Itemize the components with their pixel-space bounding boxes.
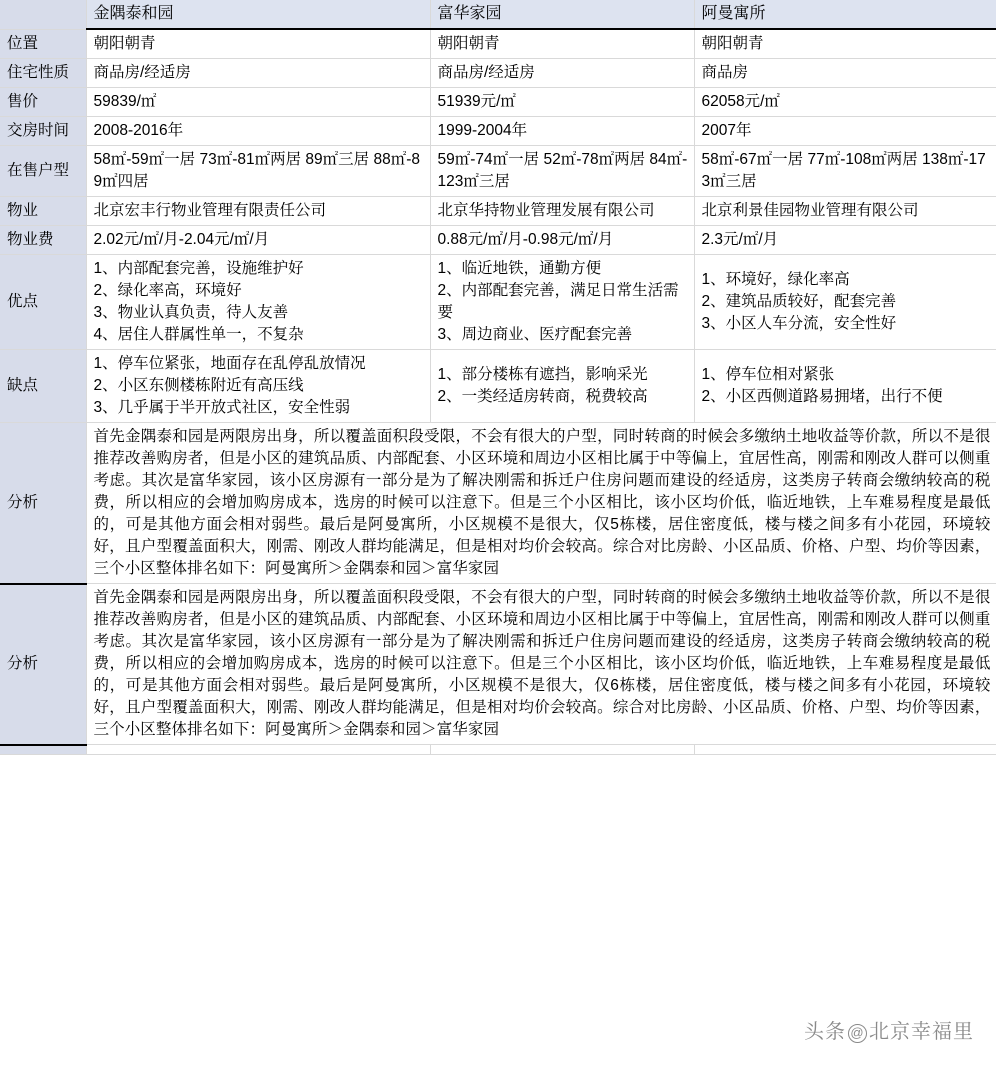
row-label-location: 位置: [0, 29, 86, 59]
table-row-management-company: [0, 197, 996, 226]
cell-property-type-fuhua: 商品房/经适房: [430, 59, 694, 88]
watermark-at-icon: @: [848, 1024, 867, 1043]
cell-management-company-jinyu: 北京宏丰行物业管理有限责任公司: [86, 197, 430, 226]
cell-management-company-fuhua: 北京华持物业管理发展有限公司: [430, 197, 694, 226]
row-label-property-type: 住宅性质: [0, 59, 86, 88]
cell-advantages-jinyu: 1、内部配套完善，设施维护好 2、绿化率高，环境好 3、物业认真负责，待人友善 4、居住人群属性单一，不复杂: [86, 255, 430, 350]
table-row-analysis-2: [0, 584, 996, 745]
table-header-row: [0, 0, 996, 29]
table-row-unit-layouts: [0, 146, 996, 197]
watermark-account: 北京幸福里: [869, 1021, 974, 1043]
trailing-cell-c: [694, 745, 996, 755]
cell-advantages-fuhua: 1、临近地铁，通勤方便 2、内部配套完善，满足日常生活需要 3、周边商业、医疗配套完善: [430, 255, 694, 350]
row-label-disadvantages: 缺点: [0, 350, 86, 423]
trailing-cell-b: [430, 745, 694, 755]
cell-delivery-time-jinyu: 2008-2016年: [86, 117, 430, 146]
table-row-property-type: [0, 59, 996, 88]
cell-price-jinyu: 59839/㎡: [86, 88, 430, 117]
cell-price-aman: 62058元/㎡: [694, 88, 996, 117]
cell-location-aman: 朝阳朝青: [694, 29, 996, 59]
cell-property-type-jinyu: 商品房/经适房: [86, 59, 430, 88]
trailing-cell-label: [0, 745, 86, 755]
cell-location-fuhua: 朝阳朝青: [430, 29, 694, 59]
table-row-location: [0, 29, 996, 59]
cell-unit-layouts-aman: 58㎡-67㎡一居 77㎡-108㎡两居 138㎡-173㎡三居: [694, 146, 996, 197]
table-corner-cell: [0, 0, 86, 29]
cell-disadvantages-aman: 1、停车位相对紧张 2、小区西侧道路易拥堵，出行不便: [694, 350, 996, 423]
table-row-analysis-1: [0, 423, 996, 584]
table-row-price: [0, 88, 996, 117]
column-header-aman: 阿曼寓所: [694, 0, 996, 29]
cell-management-fee-aman: 2.3元/㎡/月: [694, 226, 996, 255]
column-header-fuhua: 富华家园: [430, 0, 694, 29]
table-row-management-fee: [0, 226, 996, 255]
row-label-unit-layouts: 在售户型: [0, 146, 86, 197]
table-row-delivery-time: [0, 117, 996, 146]
cell-management-company-aman: 北京利景佳园物业管理有限公司: [694, 197, 996, 226]
row-label-delivery-time: 交房时间: [0, 117, 86, 146]
row-label-analysis-1: 分析: [0, 423, 86, 584]
row-label-advantages: 优点: [0, 255, 86, 350]
cell-property-type-aman: 商品房: [694, 59, 996, 88]
cell-analysis-2: 首先金隅泰和园是两限房出身，所以覆盖面积段受限，不会有很大的户型，同时转商的时候会多缴纳土地收益等价款，所以不是很推荐改善购房者，但是小区的建筑品质、内部配套、小区环境和周边小区相比属于中等偏上，宜居性高，刚需和刚改人群可以侧重考虑。其次是富华家园，该小区房源有一部分是为了解决刚需和拆迁户住房问题而建设的经适房，这类房子转商会缴纳较高的税费，所以相应的会增加购房成本，选房的时候可以注意下。但是三个小区相比，该小区均价低，临近地铁，上车难易程度是最低的，可是其他方面会相对弱些。最后是阿曼寓所，小区规模不是很大，仅6栋楼，居住密度低，楼与楼之间多有小花园，环境较好，且户型覆盖面积大，刚需、刚改人群均能满足，但是相对均价会较高。综合对比房龄、小区品质、价格、户型、均价等因素，三个小区整体排名如下：阿曼寓所＞金隅泰和园＞富华家园: [86, 584, 996, 745]
table-row-trailing: [0, 745, 996, 755]
cell-management-fee-jinyu: 2.02元/㎡/月-2.04元/㎡/月: [86, 226, 430, 255]
cell-unit-layouts-jinyu: 58㎡-59㎡一居 73㎡-81㎡两居 89㎡三居 88㎡-89㎡四居: [86, 146, 430, 197]
cell-delivery-time-aman: 2007年: [694, 117, 996, 146]
cell-advantages-aman: 1、环境好，绿化率高 2、建筑品质较好，配套完善 3、小区人车分流，安全性好: [694, 255, 996, 350]
watermark-prefix: 头条: [804, 1021, 846, 1043]
cell-delivery-time-fuhua: 1999-2004年: [430, 117, 694, 146]
table-row-disadvantages: [0, 350, 996, 423]
table-row-advantages: [0, 255, 996, 350]
cell-disadvantages-fuhua: 1、部分楼栋有遮挡，影响采光 2、一类经适房转商，税费较高: [430, 350, 694, 423]
row-label-price: 售价: [0, 88, 86, 117]
cell-analysis-1: 首先金隅泰和园是两限房出身，所以覆盖面积段受限，不会有很大的户型，同时转商的时候会多缴纳土地收益等价款，所以不是很推荐改善购房者，但是小区的建筑品质、内部配套、小区环境和周边小区相比属于中等偏上，宜居性高，刚需和刚改人群可以侧重考虑。其次是富华家园，该小区房源有一部分是为了解决刚需和拆迁户住房问题而建设的经适房，这类房子转商会缴纳较高的税费，所以相应的会增加购房成本，选房的时候可以注意下。但是三个小区相比，该小区均价低，临近地铁，上车难易程度是最低的，可是其他方面会相对弱些。最后是阿曼寓所，小区规模不是很大，仅5栋楼，居住密度低，楼与楼之间多有小花园，环境较好，且户型覆盖面积大，刚需、刚改人群均能满足，但是相对均价会较高。综合对比房龄、小区品质、价格、户型、均价等因素，三个小区整体排名如下：阿曼寓所＞金隅泰和园＞富华家园: [86, 423, 996, 584]
cell-management-fee-fuhua: 0.88元/㎡/月-0.98元/㎡/月: [430, 226, 694, 255]
row-label-analysis-2: 分析: [0, 584, 86, 745]
cell-location-jinyu: 朝阳朝青: [86, 29, 430, 59]
row-label-management-company: 物业: [0, 197, 86, 226]
row-label-management-fee: 物业费: [0, 226, 86, 255]
cell-disadvantages-jinyu: 1、停车位紧张，地面存在乱停乱放情况 2、小区东侧楼栋附近有高压线 3、几乎属于半开放式社区，安全性弱: [86, 350, 430, 423]
cell-price-fuhua: 51939元/㎡: [430, 88, 694, 117]
column-header-jinyu: 金隅泰和园: [86, 0, 430, 29]
cell-unit-layouts-fuhua: 59㎡-74㎡一居 52㎡-78㎡两居 84㎡-123㎡三居: [430, 146, 694, 197]
watermark: [804, 1015, 974, 1044]
trailing-cell-a: [86, 745, 430, 755]
